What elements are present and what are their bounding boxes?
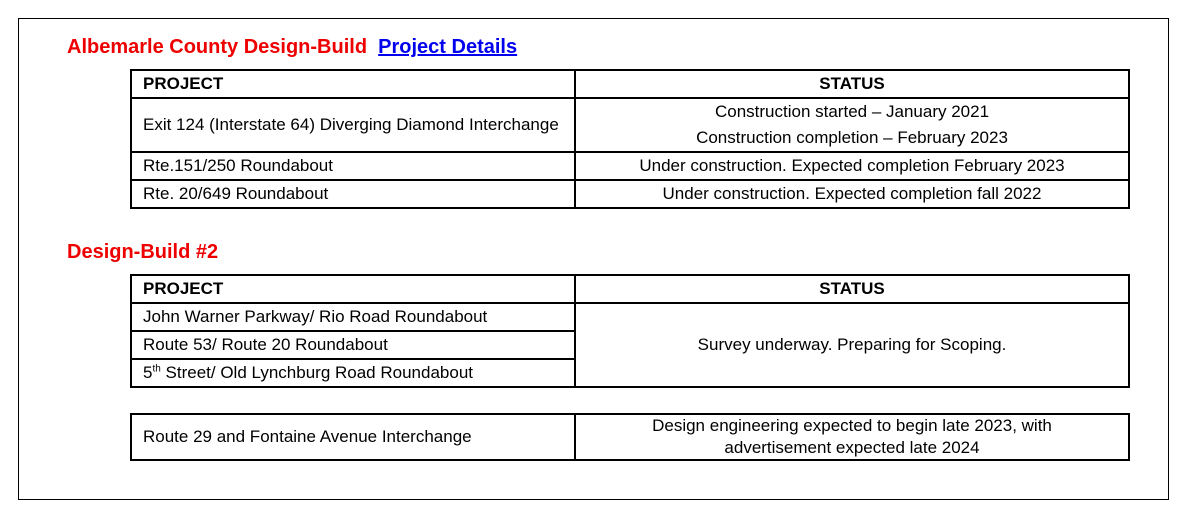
project-details-link[interactable]: Project Details: [378, 36, 518, 58]
table-row: [131, 98, 1129, 152]
project-cell: John Warner Parkway/ Rio Road Roundabout: [131, 303, 575, 331]
status-cell: [575, 98, 1129, 152]
section2-table: [130, 274, 1130, 388]
status-line: Design engineering expected to begin late 2023, with: [652, 416, 1052, 435]
section1-heading: [67, 36, 517, 59]
header-project: PROJECT: [131, 70, 575, 98]
status-cell: Under construction. Expected completion fall 2022: [575, 180, 1129, 208]
project-cell: [131, 359, 575, 387]
project-cell: Exit 124 (Interstate 64) Diverging Diamond Interchange: [131, 98, 575, 152]
header-project: PROJECT: [131, 275, 575, 303]
street-number: 5: [143, 363, 153, 382]
project-cell: Rte.151/250 Roundabout: [131, 152, 575, 180]
table-row: [131, 303, 1129, 331]
status-line: Construction started – January 2021: [714, 102, 990, 121]
section2-title: Design-Build #2: [67, 241, 219, 263]
section1-title: Albemarle County Design-Build: [67, 36, 368, 58]
table-header-row: [131, 275, 1129, 303]
table-row: [131, 152, 1129, 180]
project-name-rest: Street/ Old Lynchburg Road Roundabout: [160, 363, 473, 382]
status-line: Construction completion – February 2023: [696, 128, 1008, 147]
table-row: [131, 414, 1129, 460]
table-header-row: [131, 70, 1129, 98]
table-row: [131, 180, 1129, 208]
section3-table: [130, 413, 1130, 461]
header-status: STATUS: [575, 70, 1129, 98]
status-cell: [575, 414, 1129, 460]
project-cell: Rte. 20/649 Roundabout: [131, 180, 575, 208]
status-line: advertisement expected late 2024: [724, 438, 980, 457]
shared-status-cell: Survey underway. Preparing for Scoping.: [575, 303, 1129, 387]
section1-table: [130, 69, 1130, 209]
project-cell: Route 53/ Route 20 Roundabout: [131, 331, 575, 359]
ordinal-suffix: th: [152, 363, 161, 375]
status-cell: Under construction. Expected completion February 2023: [575, 152, 1129, 180]
header-status: STATUS: [575, 275, 1129, 303]
project-cell: Route 29 and Fontaine Avenue Interchange: [131, 414, 575, 460]
